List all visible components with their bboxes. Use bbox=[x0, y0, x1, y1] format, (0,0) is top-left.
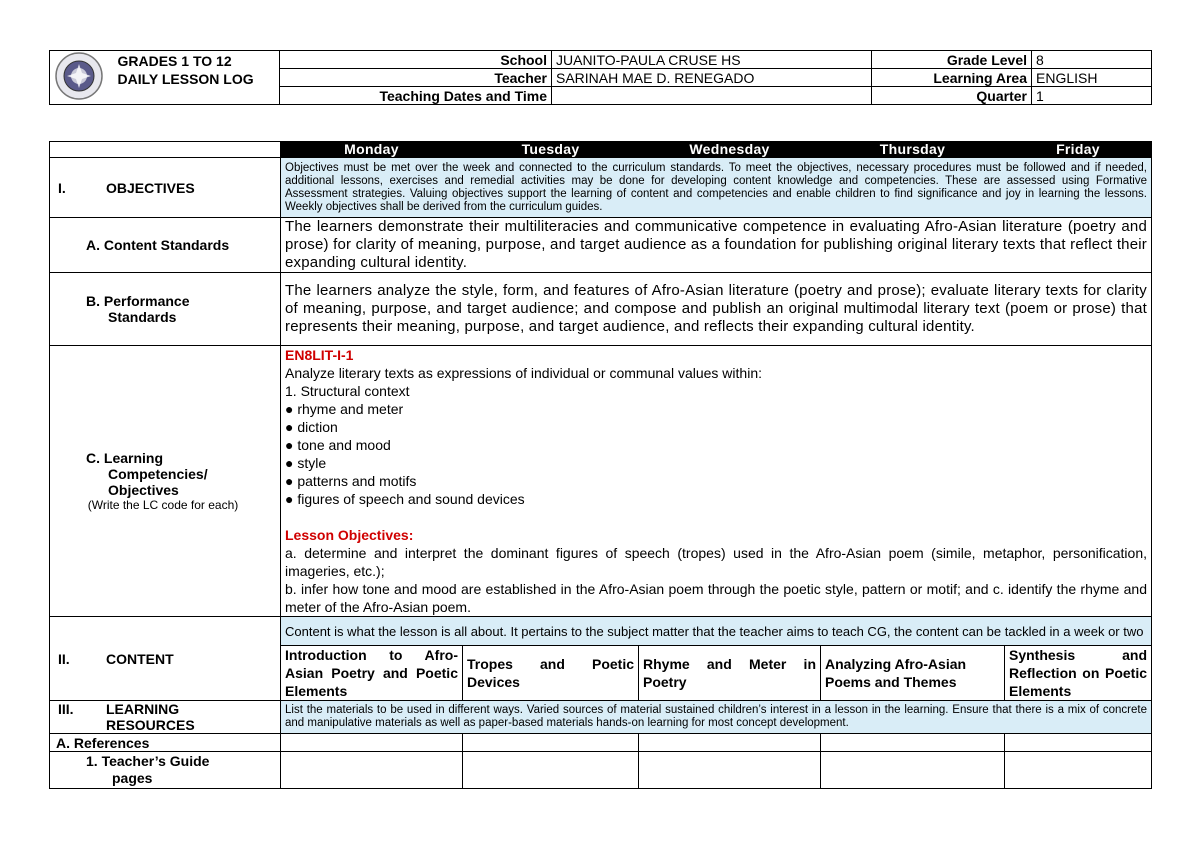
tg-tuesday bbox=[463, 752, 639, 789]
competencies-label-2: Competencies/ bbox=[108, 466, 208, 482]
references-monday bbox=[281, 734, 463, 752]
header-table bbox=[49, 50, 1152, 105]
lc-bullet-text: figures of speech and sound devices bbox=[297, 491, 525, 507]
references-wednesday bbox=[639, 734, 821, 752]
performance-standards-text: The learners analyze the style, form, and features of Afro-Asian literature (poetry and prose); evaluate literary texts for clarity of meaning, purpose, and target audience; and compose and publish an original multimodal literary text (poem or prose) that represents their meaning, purpose, and target audience, and reflects their expanding cultural identity. bbox=[281, 273, 1152, 346]
day-tuesday: Tuesday bbox=[463, 142, 639, 158]
grade-level-label: Grade Level bbox=[872, 51, 1032, 69]
day-thursday: Thursday bbox=[821, 142, 1005, 158]
learning-area-label: Learning Area bbox=[872, 69, 1032, 87]
teachers-guide-heading bbox=[50, 752, 281, 789]
teachers-guide-label-2: pages bbox=[112, 770, 153, 786]
title-line-2: DAILY LESSON LOG bbox=[117, 71, 254, 87]
performance-standards-heading bbox=[50, 273, 281, 346]
performance-label-1: B. Performance bbox=[86, 293, 190, 309]
resources-label-2: RESOURCES bbox=[106, 717, 195, 733]
lc-bullet-text: tone and mood bbox=[297, 437, 391, 453]
references-row bbox=[50, 734, 1152, 752]
content-note-row bbox=[50, 617, 1152, 646]
competencies-label-3: Objectives bbox=[108, 482, 179, 498]
objectives-row bbox=[50, 158, 1152, 218]
resources-row bbox=[50, 701, 1152, 734]
objectives-heading bbox=[50, 158, 281, 218]
lc-code: EN8LIT-I-1 bbox=[285, 347, 354, 363]
lc-bullet-text: style bbox=[297, 455, 327, 471]
resources-heading bbox=[50, 701, 281, 734]
lc-intro: Analyze literary texts as expressions of individual or communal values within: bbox=[285, 365, 762, 381]
references-thursday bbox=[821, 734, 1005, 752]
topic-thursday: Analyzing Afro-Asian Poems and Themes bbox=[821, 646, 1005, 701]
day-friday: Friday bbox=[1005, 142, 1152, 158]
content-heading bbox=[50, 617, 281, 701]
competencies-content bbox=[281, 346, 1152, 617]
content-standards-text: The learners demonstrate their multiliteracies and communicative competence in evaluating Afro-Asian literature (poetry and prose) for clarity of meaning, purpose, and target audience as a foundation for publishing original literary texts that reflect their expanding cultural identity. bbox=[281, 218, 1152, 273]
performance-label-2: Standards bbox=[108, 309, 177, 325]
school-label: School bbox=[280, 51, 552, 69]
day-wednesday: Wednesday bbox=[639, 142, 821, 158]
teachers-guide-row bbox=[50, 752, 1152, 789]
log-title bbox=[108, 51, 280, 105]
resources-num: III. bbox=[58, 701, 74, 717]
topic-wednesday: Rhyme and Meter in Poetry bbox=[639, 646, 821, 701]
tg-monday bbox=[281, 752, 463, 789]
lc-bullet: ● diction bbox=[285, 419, 338, 435]
lc-bullet: ● patterns and motifs bbox=[285, 473, 417, 489]
references-friday bbox=[1005, 734, 1152, 752]
teacher-label: Teacher bbox=[280, 69, 552, 87]
lc-bullet: ● figures of speech and sound devices bbox=[285, 491, 525, 507]
lc-bullet: ● style bbox=[285, 455, 327, 471]
lc-context: 1. Structural context bbox=[285, 383, 410, 399]
learning-area-value: ENGLISH bbox=[1032, 69, 1152, 87]
lc-bullet: ● rhyme and meter bbox=[285, 401, 404, 417]
lesson-log-table bbox=[49, 141, 1152, 789]
teaching-dates-label: Teaching Dates and Time bbox=[280, 87, 552, 105]
objective-bc: b. infer how tone and mood are established in the Afro-Asian poem through the poetic style, pattern or motif; and c. identify the rhyme and meter of the Afro-Asian poem. bbox=[285, 581, 1147, 615]
objectives-label: OBJECTIVES bbox=[106, 179, 195, 196]
competencies-label-note: (Write the LC code for each) bbox=[87, 498, 239, 512]
topic-tuesday: Tropes and Poetic Devices bbox=[463, 646, 639, 701]
tg-thursday bbox=[821, 752, 1005, 789]
resources-label-1: LEARNING bbox=[106, 701, 180, 717]
content-standards-row bbox=[50, 218, 1152, 273]
objectives-num: I. bbox=[58, 179, 66, 196]
tg-friday bbox=[1005, 752, 1152, 789]
objective-a: a. determine and interpret the dominant figures of speech (tropes) used in the Afro-Asian poem (simile, metaphor, personification, imageries, etc.); bbox=[285, 545, 1147, 579]
teaching-dates-value bbox=[552, 87, 872, 105]
content-standards-label: A. Content Standards bbox=[50, 218, 281, 273]
objectives-note: Objectives must be met over the week and connected to the curriculum standards. To meet the objectives, necessary procedures must be followed and if needed, additional lessons, exercises and remedial activities may be done for developing content knowledge and competencies. These are assessed using Formative Assessment strategies. Valuing objectives support the learning of content and competencies and enable children to find significance and joy in learning the lessons. Weekly objectives shall be derived from the curriculum guides. bbox=[281, 158, 1152, 218]
lc-bullet-text: diction bbox=[297, 419, 338, 435]
topic-monday: Introduction to Afro-Asian Poetry and Poetic Elements bbox=[281, 646, 463, 701]
teacher-value: SARINAH MAE D. RENEGADO bbox=[552, 69, 872, 87]
lc-bullet-text: rhyme and meter bbox=[297, 401, 404, 417]
tg-wednesday bbox=[639, 752, 821, 789]
grade-level-value: 8 bbox=[1032, 51, 1152, 69]
lc-bullet-text: patterns and motifs bbox=[297, 473, 417, 489]
seal-icon bbox=[54, 51, 104, 101]
day-header-row bbox=[50, 142, 1152, 158]
deped-seal-logo bbox=[50, 51, 108, 105]
topic-friday: Synthesis and Reflection on Poetic Elements bbox=[1005, 646, 1152, 701]
teachers-guide-label-1: 1. Teacher’s Guide bbox=[86, 753, 210, 769]
references-label: A. References bbox=[50, 734, 281, 752]
competencies-label-1: C. Learning bbox=[86, 450, 164, 466]
lc-bullet: ● tone and mood bbox=[285, 437, 391, 453]
content-num: II. bbox=[58, 650, 70, 667]
competencies-heading bbox=[50, 346, 281, 617]
lesson-objectives-label: Lesson Objectives: bbox=[285, 527, 414, 543]
corner-cell bbox=[50, 142, 281, 158]
content-note: Content is what the lesson is all about. It pertains to the subject matter that the teacher aims to teach CG, the content can be tackled in a week or two bbox=[281, 617, 1152, 646]
references-tuesday bbox=[463, 734, 639, 752]
title-line-1: GRADES 1 TO 12 bbox=[117, 53, 232, 69]
content-label: CONTENT bbox=[106, 650, 174, 667]
performance-standards-row bbox=[50, 273, 1152, 346]
quarter-value: 1 bbox=[1032, 87, 1152, 105]
quarter-label: Quarter bbox=[872, 87, 1032, 105]
competencies-row bbox=[50, 346, 1152, 617]
resources-note: List the materials to be used in different ways. Varied sources of material sustained children’s interest in a lesson in the learning. Ensure that there is a mix of concrete and manipulative materials as well as paper-based materials hands-on learning for most concept development. bbox=[281, 701, 1152, 734]
day-monday: Monday bbox=[281, 142, 463, 158]
school-value: JUANITO-PAULA CRUSE HS bbox=[552, 51, 872, 69]
